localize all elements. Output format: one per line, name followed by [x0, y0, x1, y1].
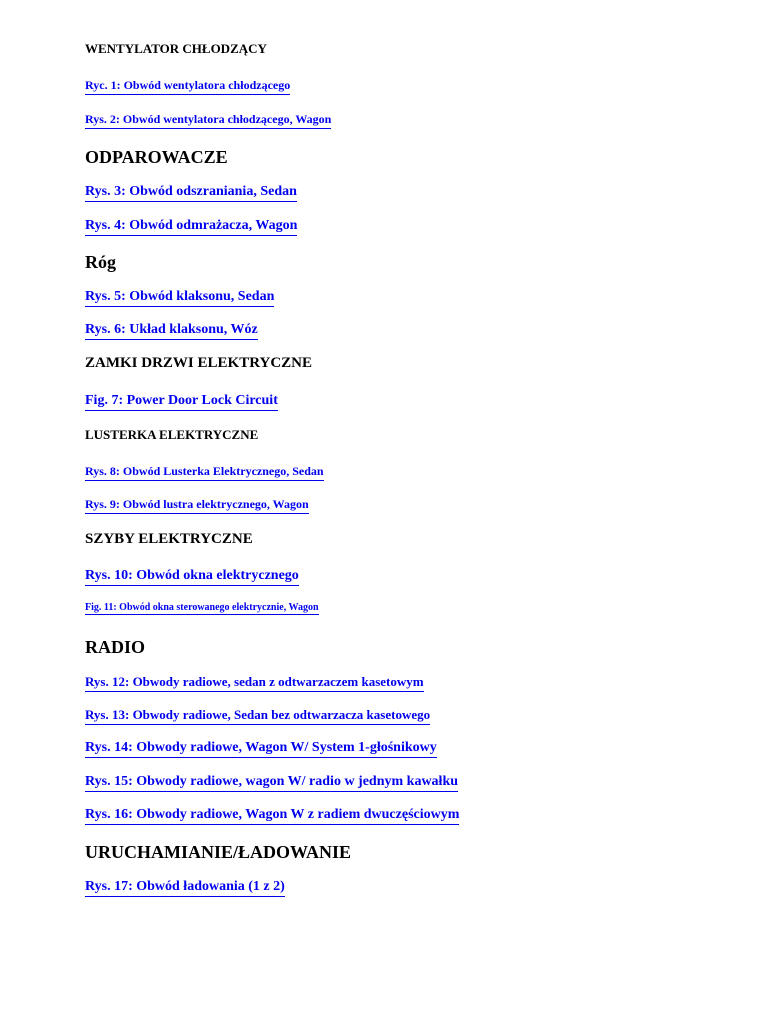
- link-fig-3[interactable]: Rys. 3: Obwód odszraniania, Sedan: [85, 184, 297, 202]
- link-fig-8[interactable]: Rys. 8: Obwód Lusterka Elektrycznego, Sedan: [85, 464, 324, 481]
- heading-defoggers: ODPAROWACZE: [85, 147, 228, 167]
- link-fig-16[interactable]: Rys. 16: Obwody radiowe, Wagon W z radiem dwuczęściowym: [85, 807, 459, 825]
- link-fig-5[interactable]: Rys. 5: Obwód klaksonu, Sedan: [85, 289, 274, 307]
- link-fig-10[interactable]: Rys. 10: Obwód okna elektrycznego: [85, 568, 299, 586]
- heading-radio: RADIO: [85, 637, 146, 657]
- link-fig-6[interactable]: Rys. 6: Układ klaksonu, Wóz: [85, 322, 258, 340]
- heading-horn: Róg: [85, 252, 116, 272]
- link-fig-7[interactable]: Fig. 7: Power Door Lock Circuit: [85, 393, 278, 411]
- heading-cooling-fan: WENTYLATOR CHŁODZĄCY: [85, 41, 267, 56]
- link-fig-15[interactable]: Rys. 15: Obwody radiowe, wagon W/ radio w jednym kawałku: [85, 774, 458, 792]
- link-fig-14[interactable]: Rys. 14: Obwody radiowe, Wagon W/ System 1-głośnikowy: [85, 740, 437, 758]
- heading-starting-charging: URUCHAMIANIE/ŁADOWANIE: [85, 842, 352, 862]
- link-fig-17[interactable]: Rys. 17: Obwód ładowania (1 z 2): [85, 879, 285, 897]
- heading-power-door-locks: ZAMKI DRZWI ELEKTRYCZNE: [85, 355, 313, 371]
- link-fig-9[interactable]: Rys. 9: Obwód lustra elektrycznego, Wagon: [85, 497, 309, 514]
- link-fig-4[interactable]: Rys. 4: Obwód odmrażacza, Wagon: [85, 218, 297, 236]
- link-fig-12[interactable]: Rys. 12: Obwody radiowe, sedan z odtwarzaczem kasetowym: [85, 674, 424, 692]
- link-fig-11[interactable]: Fig. 11: Obwód okna sterowanego elektrycznie, Wagon: [85, 602, 319, 613]
- heading-power-mirrors: LUSTERKA ELEKTRYCZNE: [85, 427, 259, 442]
- link-fig-2[interactable]: Rys. 2: Obwód wentylatora chłodzącego, Wagon: [85, 112, 331, 129]
- link-fig-13[interactable]: Rys. 13: Obwody radiowe, Sedan bez odtwarzacza kasetowego: [85, 707, 430, 725]
- heading-power-windows: SZYBY ELEKTRYCZNE: [85, 531, 253, 547]
- link-fig-1[interactable]: Ryc. 1: Obwód wentylatora chłodzącego: [85, 78, 290, 95]
